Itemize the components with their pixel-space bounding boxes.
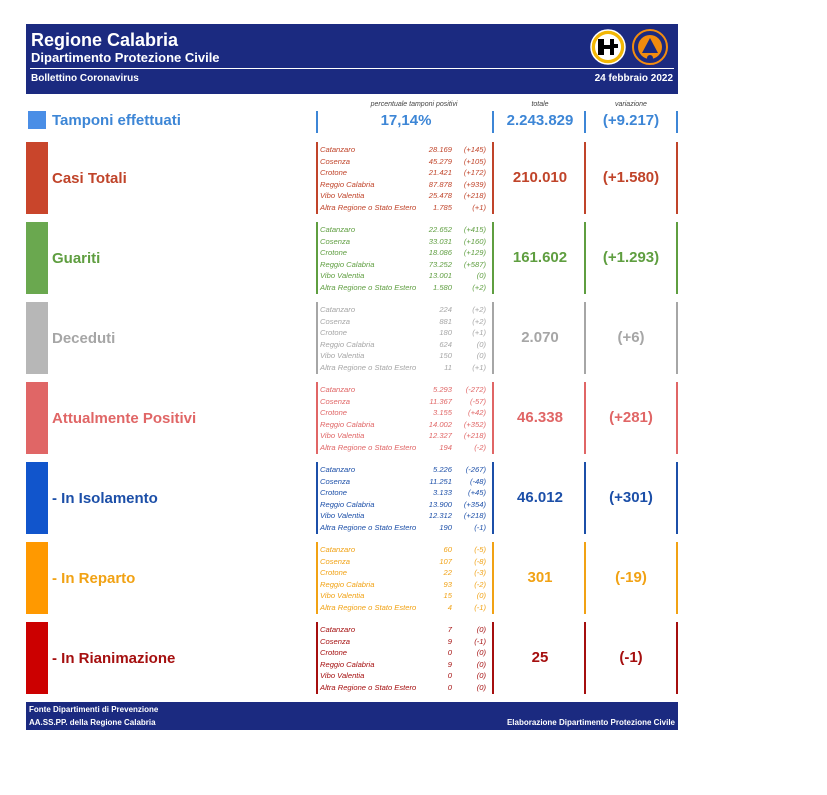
province-row bbox=[320, 144, 488, 156]
province-name: Cosenza bbox=[320, 396, 350, 406]
province-delta: (0) bbox=[476, 682, 486, 692]
tamponi-percent: 17,14% bbox=[380, 112, 432, 129]
province-name: Cosenza bbox=[320, 556, 350, 566]
section-divider bbox=[316, 302, 318, 374]
province-value: 33.031 bbox=[428, 236, 452, 246]
province-delta: (+45) bbox=[468, 488, 486, 498]
province-value: 12.327 bbox=[428, 431, 452, 441]
province-value: 224 bbox=[439, 305, 452, 314]
section-divider bbox=[676, 302, 678, 374]
section-total: 25 bbox=[531, 649, 549, 666]
section-divider bbox=[492, 622, 494, 694]
tamponi-divider bbox=[316, 111, 318, 133]
province-value: 9 bbox=[447, 636, 452, 646]
province-delta: (+218) bbox=[463, 431, 486, 441]
province-value: 1.580 bbox=[432, 282, 452, 292]
province-name: Altra Regione o Stato Estero bbox=[320, 202, 417, 212]
province-name: Reggio Calabria bbox=[320, 419, 375, 429]
section-total: 2.070 bbox=[521, 329, 559, 346]
province-name: Cosenza bbox=[320, 476, 350, 486]
province-value: 624 bbox=[439, 339, 452, 349]
province-name: Cosenza bbox=[320, 316, 350, 326]
province-row bbox=[320, 350, 488, 362]
province-name: Crotone bbox=[320, 168, 348, 178]
province-delta: (-8) bbox=[474, 556, 486, 566]
province-breakdown bbox=[320, 464, 488, 534]
province-name: Catanzaro bbox=[320, 385, 356, 394]
section-title: Guariti bbox=[52, 250, 101, 267]
region-title: Regione Calabria bbox=[31, 30, 179, 50]
section-casi-totali bbox=[26, 142, 678, 214]
section-variation: (+1.580) bbox=[602, 169, 660, 186]
province-value: 87.878 bbox=[428, 179, 452, 189]
province-value: 11 bbox=[444, 362, 452, 372]
footer-credit: Elaborazione Dipartimento Protezione Civile bbox=[506, 718, 675, 727]
column-header-variation: variazione bbox=[615, 101, 647, 108]
section-color-box bbox=[26, 222, 48, 294]
province-row bbox=[320, 510, 488, 522]
province-breakdown bbox=[320, 144, 488, 214]
section-color-box bbox=[26, 462, 48, 534]
footer-banner bbox=[26, 702, 678, 730]
province-delta: (+2) bbox=[472, 282, 486, 292]
section-divider bbox=[316, 222, 318, 294]
section-divider bbox=[316, 542, 318, 614]
province-value: 21.421 bbox=[428, 168, 452, 178]
province-row bbox=[320, 487, 488, 499]
province-delta: (0) bbox=[476, 671, 486, 681]
province-value: 3.133 bbox=[432, 488, 452, 498]
province-row bbox=[320, 396, 488, 408]
province-value: 25.478 bbox=[428, 191, 452, 201]
province-row bbox=[320, 339, 488, 351]
province-value: 0 bbox=[447, 648, 452, 658]
province-row bbox=[320, 156, 488, 168]
province-name: Altra Regione o Stato Estero bbox=[320, 682, 417, 692]
province-row bbox=[320, 476, 488, 488]
province-row bbox=[320, 316, 488, 328]
section-divider bbox=[584, 462, 586, 534]
province-value: 180 bbox=[439, 328, 452, 338]
province-row bbox=[320, 442, 488, 454]
province-row bbox=[320, 464, 488, 476]
section-divider bbox=[676, 142, 678, 214]
province-value: 14.002 bbox=[428, 419, 452, 429]
section-divider bbox=[492, 462, 494, 534]
region-logos bbox=[584, 27, 672, 67]
province-delta: (0) bbox=[476, 591, 486, 601]
tamponi-divider bbox=[584, 111, 586, 133]
province-delta: (-1) bbox=[474, 602, 486, 612]
province-value: 1.785 bbox=[432, 202, 452, 212]
province-row bbox=[320, 567, 488, 579]
province-delta: (-5) bbox=[474, 545, 486, 554]
section-divider bbox=[492, 222, 494, 294]
province-delta: (0) bbox=[476, 648, 486, 658]
province-value: 18.086 bbox=[428, 248, 452, 258]
province-row bbox=[320, 190, 488, 202]
section-divider bbox=[676, 222, 678, 294]
province-delta: (-1) bbox=[474, 522, 486, 532]
province-row bbox=[320, 282, 488, 294]
province-row bbox=[320, 670, 488, 682]
province-row bbox=[320, 659, 488, 671]
province-row bbox=[320, 430, 488, 442]
province-breakdown bbox=[320, 624, 488, 694]
tamponi-total: 2.243.829 bbox=[506, 112, 574, 129]
province-value: 0 bbox=[447, 671, 452, 681]
section-divider bbox=[676, 542, 678, 614]
province-delta: (+218) bbox=[463, 191, 486, 201]
province-row bbox=[320, 636, 488, 648]
province-name: Vibo Valentia bbox=[320, 591, 365, 601]
province-name: Cosenza bbox=[320, 636, 350, 646]
header-banner bbox=[26, 24, 678, 94]
province-delta: (-3) bbox=[474, 568, 486, 578]
province-row bbox=[320, 202, 488, 214]
province-delta: (0) bbox=[476, 351, 486, 361]
province-delta: (0) bbox=[476, 659, 486, 669]
province-delta: (+587) bbox=[463, 259, 486, 269]
province-delta: (+145) bbox=[463, 145, 486, 154]
province-delta: (0) bbox=[476, 271, 486, 281]
department-subtitle: Dipartimento Protezione Civile bbox=[31, 50, 220, 65]
province-delta: (+1) bbox=[472, 362, 486, 372]
province-delta: (+172) bbox=[463, 168, 486, 178]
section-divider bbox=[492, 302, 494, 374]
province-breakdown bbox=[320, 544, 488, 614]
province-delta: (+415) bbox=[463, 225, 486, 234]
section-color-box bbox=[26, 142, 48, 214]
province-name: Crotone bbox=[320, 328, 348, 338]
province-name: Crotone bbox=[320, 488, 348, 498]
column-header-percent: percentuale tamponi positivi bbox=[370, 101, 458, 108]
province-delta: (+42) bbox=[468, 408, 486, 418]
regione-calabria-emblem-icon bbox=[591, 30, 625, 64]
province-value: 9 bbox=[447, 659, 452, 669]
section-total: 210.010 bbox=[512, 169, 568, 186]
province-value: 13.001 bbox=[428, 271, 452, 281]
province-breakdown bbox=[320, 384, 488, 454]
province-row bbox=[320, 236, 488, 248]
province-name: Vibo Valentia bbox=[320, 511, 365, 521]
section-divider bbox=[316, 142, 318, 214]
province-row bbox=[320, 647, 488, 659]
section-divider bbox=[584, 142, 586, 214]
province-name: Catanzaro bbox=[320, 545, 356, 554]
province-name: Crotone bbox=[320, 248, 348, 258]
tamponi-color-box bbox=[28, 111, 46, 129]
section-color-box bbox=[26, 302, 48, 374]
province-delta: (-48) bbox=[469, 476, 486, 486]
section-variation: (+301) bbox=[609, 489, 653, 506]
province-row bbox=[320, 499, 488, 511]
section-total: 161.602 bbox=[512, 249, 568, 266]
province-row bbox=[320, 167, 488, 179]
province-row bbox=[320, 407, 488, 419]
province-name: Altra Regione o Stato Estero bbox=[320, 442, 417, 452]
section-in-reparto bbox=[26, 542, 678, 614]
province-name: Vibo Valentia bbox=[320, 431, 365, 441]
tamponi-variation: (+9.217) bbox=[602, 112, 660, 129]
province-row bbox=[320, 259, 488, 271]
section-divider bbox=[492, 142, 494, 214]
province-delta: (+354) bbox=[463, 499, 486, 509]
tamponi-divider bbox=[676, 111, 678, 133]
province-row bbox=[320, 682, 488, 694]
province-row bbox=[320, 419, 488, 431]
section-title: Deceduti bbox=[52, 330, 116, 347]
province-name: Catanzaro bbox=[320, 225, 356, 234]
bulletin-page bbox=[26, 24, 678, 727]
province-name: Crotone bbox=[320, 648, 348, 658]
province-name: Vibo Valentia bbox=[320, 271, 365, 281]
province-delta: (+2) bbox=[472, 316, 486, 326]
section-title: - In Isolamento bbox=[52, 490, 158, 507]
province-row bbox=[320, 579, 488, 591]
protezione-civile-emblem-icon bbox=[633, 30, 667, 64]
province-value: 194 bbox=[439, 442, 452, 452]
section-divider bbox=[316, 462, 318, 534]
province-value: 0 bbox=[447, 682, 452, 692]
province-delta: (+939) bbox=[463, 179, 486, 189]
footer-source-line2: AA.SS.PP. della Regione Calabria bbox=[29, 718, 156, 727]
province-name: Catanzaro bbox=[320, 465, 356, 474]
province-row bbox=[320, 544, 488, 556]
section-title: Casi Totali bbox=[52, 170, 127, 187]
province-row bbox=[320, 327, 488, 339]
section-attualmente-positivi bbox=[26, 382, 678, 454]
province-name: Crotone bbox=[320, 568, 348, 578]
province-row bbox=[320, 362, 488, 374]
province-value: 22 bbox=[443, 568, 452, 578]
province-name: Crotone bbox=[320, 408, 348, 418]
province-row bbox=[320, 602, 488, 614]
section-divider bbox=[584, 382, 586, 454]
province-value: 15 bbox=[443, 591, 452, 601]
header-divider bbox=[30, 68, 674, 69]
province-name: Altra Regione o Stato Estero bbox=[320, 362, 417, 372]
province-name: Reggio Calabria bbox=[320, 579, 375, 589]
section-guariti bbox=[26, 222, 678, 294]
province-name: Catanzaro bbox=[320, 145, 356, 154]
province-delta: (+1) bbox=[472, 328, 486, 338]
province-row bbox=[320, 624, 488, 636]
tamponi-row bbox=[26, 111, 678, 135]
section-in-rianimazione bbox=[26, 622, 678, 694]
province-row bbox=[320, 384, 488, 396]
province-name: Reggio Calabria bbox=[320, 499, 375, 509]
section-title: - In Reparto bbox=[52, 570, 136, 587]
section-divider bbox=[676, 382, 678, 454]
province-delta: (-267) bbox=[465, 465, 486, 474]
province-name: Reggio Calabria bbox=[320, 339, 375, 349]
province-name: Reggio Calabria bbox=[320, 659, 375, 669]
province-name: Reggio Calabria bbox=[320, 179, 375, 189]
province-delta: (0) bbox=[476, 625, 486, 634]
province-delta: (+218) bbox=[463, 511, 486, 521]
tamponi-divider bbox=[492, 111, 494, 133]
province-row bbox=[320, 224, 488, 236]
tamponi-label: Tamponi effettuati bbox=[52, 112, 181, 129]
section-divider bbox=[584, 302, 586, 374]
province-value: 107 bbox=[439, 556, 452, 566]
section-divider bbox=[316, 622, 318, 694]
province-row bbox=[320, 556, 488, 568]
footer-source-line1: Fonte Dipartimenti di Prevenzione bbox=[29, 705, 159, 714]
province-breakdown bbox=[320, 224, 488, 294]
province-delta: (+105) bbox=[463, 156, 486, 166]
province-value: 45.279 bbox=[428, 156, 452, 166]
section-divider bbox=[676, 462, 678, 534]
province-delta: (-1) bbox=[474, 636, 486, 646]
province-row bbox=[320, 179, 488, 191]
bulletin-date: 24 febbraio 2022 bbox=[594, 73, 673, 84]
province-value: 28.169 bbox=[428, 145, 452, 154]
section-divider bbox=[492, 382, 494, 454]
section-divider bbox=[492, 542, 494, 614]
province-delta: (+160) bbox=[463, 236, 486, 246]
province-value: 12.312 bbox=[428, 511, 452, 521]
section-color-box bbox=[26, 382, 48, 454]
province-value: 11.251 bbox=[429, 476, 452, 486]
province-value: 7 bbox=[447, 625, 452, 634]
province-value: 881 bbox=[439, 316, 452, 326]
province-delta: (-57) bbox=[469, 396, 486, 406]
section-divider bbox=[584, 222, 586, 294]
province-value: 3.155 bbox=[432, 408, 452, 418]
province-value: 190 bbox=[439, 522, 452, 532]
section-deceduti bbox=[26, 302, 678, 374]
section-total: 301 bbox=[527, 569, 553, 586]
province-name: Cosenza bbox=[320, 156, 350, 166]
province-name: Vibo Valentia bbox=[320, 191, 365, 201]
province-delta: (+352) bbox=[463, 419, 486, 429]
bulletin-label: Bollettino Coronavirus bbox=[31, 73, 139, 84]
province-name: Altra Regione o Stato Estero bbox=[320, 522, 417, 532]
section-total: 46.338 bbox=[517, 409, 563, 426]
province-row bbox=[320, 247, 488, 259]
province-value: 4 bbox=[447, 602, 452, 612]
section-variation: (+1.293) bbox=[602, 249, 660, 266]
section-title: - In Rianimazione bbox=[52, 650, 176, 667]
province-delta: (+129) bbox=[463, 248, 486, 258]
section-variation: (-19) bbox=[615, 569, 647, 586]
province-delta: (+2) bbox=[472, 305, 486, 314]
province-name: Reggio Calabria bbox=[320, 259, 375, 269]
section-divider bbox=[676, 622, 678, 694]
section-variation: (+6) bbox=[617, 329, 645, 346]
province-name: Vibo Valentia bbox=[320, 671, 365, 681]
province-row bbox=[320, 590, 488, 602]
province-value: 60 bbox=[443, 545, 452, 554]
province-value: 5.226 bbox=[432, 465, 452, 474]
province-delta: (-272) bbox=[465, 385, 486, 394]
province-value: 73.252 bbox=[428, 259, 452, 269]
province-row bbox=[320, 304, 488, 316]
province-value: 5.293 bbox=[432, 385, 452, 394]
section-variation: (-1) bbox=[619, 649, 643, 666]
province-name: Vibo Valentia bbox=[320, 351, 365, 361]
province-name: Cosenza bbox=[320, 236, 350, 246]
section-title: Attualmente Positivi bbox=[52, 410, 197, 427]
section-in-isolamento bbox=[26, 462, 678, 534]
province-row bbox=[320, 270, 488, 282]
province-delta: (+1) bbox=[472, 202, 486, 212]
province-row bbox=[320, 522, 488, 534]
section-total: 46.012 bbox=[517, 489, 563, 506]
province-name: Altra Regione o Stato Estero bbox=[320, 602, 417, 612]
section-color-box bbox=[26, 542, 48, 614]
province-value: 150 bbox=[439, 351, 452, 361]
section-divider bbox=[584, 542, 586, 614]
province-value: 22.652 bbox=[428, 225, 452, 234]
province-name: Catanzaro bbox=[320, 625, 356, 634]
province-value: 11.367 bbox=[429, 396, 452, 406]
section-variation: (+281) bbox=[609, 409, 653, 426]
province-delta: (-2) bbox=[474, 442, 486, 452]
column-header-total: totale bbox=[531, 101, 549, 108]
province-value: 93 bbox=[443, 579, 452, 589]
province-name: Altra Regione o Stato Estero bbox=[320, 282, 417, 292]
section-divider bbox=[584, 622, 586, 694]
section-color-box bbox=[26, 622, 48, 694]
province-name: Catanzaro bbox=[320, 305, 356, 314]
province-delta: (-2) bbox=[474, 579, 486, 589]
province-breakdown bbox=[320, 304, 488, 374]
province-delta: (0) bbox=[476, 339, 486, 349]
section-divider bbox=[316, 382, 318, 454]
province-value: 13.900 bbox=[428, 499, 452, 509]
